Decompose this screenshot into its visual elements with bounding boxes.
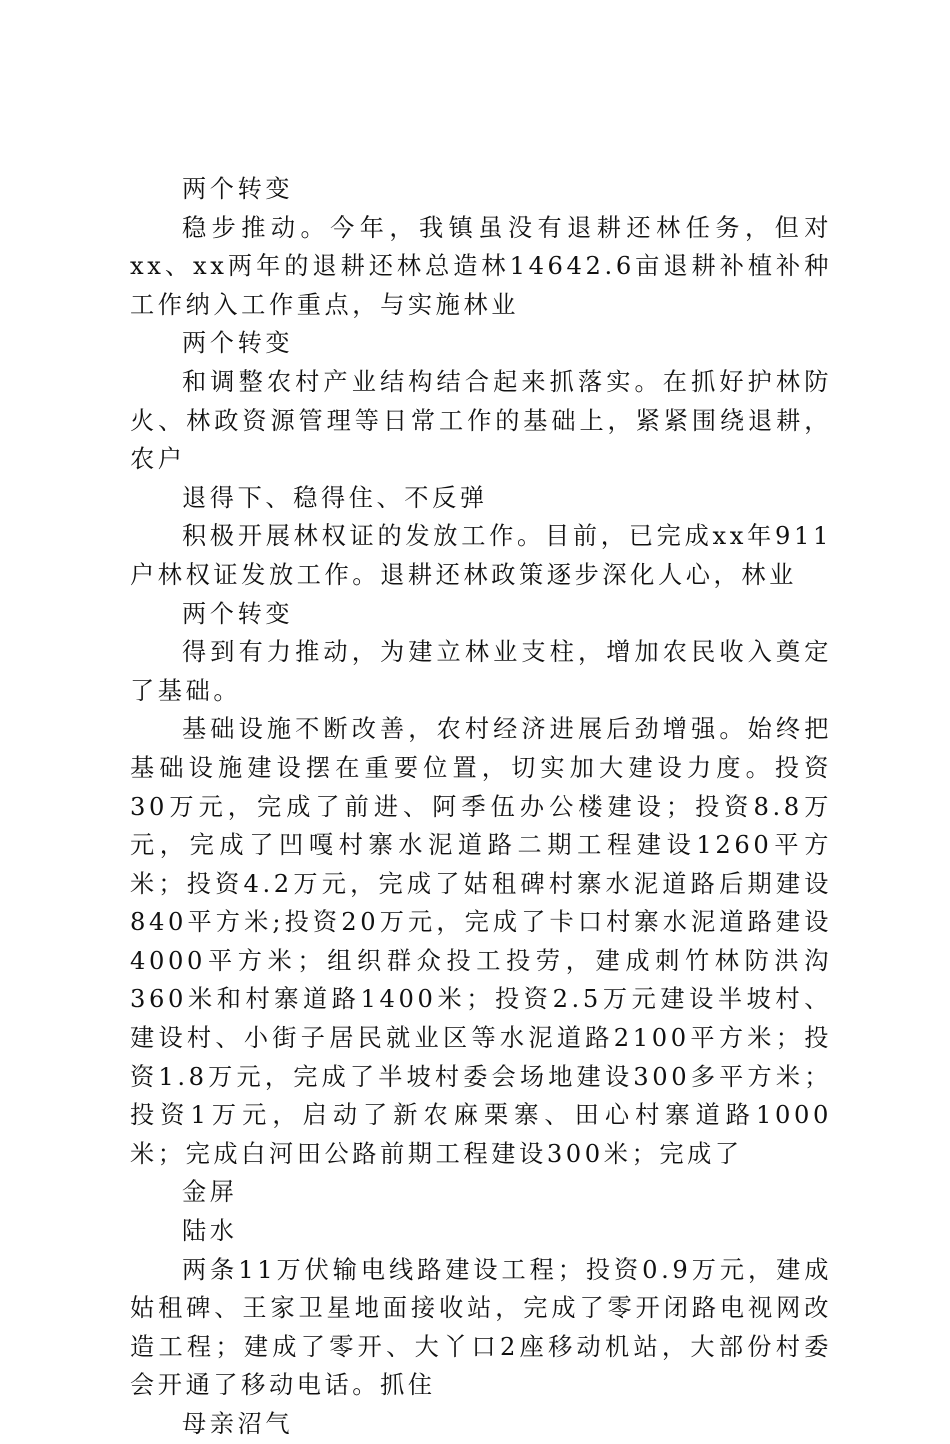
label-jinping: 金屏 — [182, 1178, 238, 1207]
heading-two-transformations: 两个转变 — [182, 175, 294, 203]
heading-two-transformations: 两个转变 — [182, 599, 294, 628]
phrase-no-rebound: 退得下、稳得住、不反弹 — [182, 483, 488, 512]
paragraph-forest-certificates: 积极开展林权证的发放工作。目前，已完成xx年911户林权证发放工作。退耕还林政策逐步深化人心，林业 — [130, 522, 832, 589]
document-body — [130, 170, 832, 1444]
paragraph-industry-adjustment: 和调整农村产业结构结合起来抓落实。在抓好护林防火、林政资源管理等日常工作的基础上，紧紧围绕退耕，农户 — [130, 367, 832, 474]
paragraph-reforestation-progress: 稳步推动。今年，我镇虽没有退耕还林任务，但对xx、xx两年的退耕还林总造林14642.6亩退耕补植补种工作纳入工作重点，与实施林业 — [130, 213, 832, 319]
paragraph-forestry-pillar: 得到有力推动，为建立林业支柱，增加农民收入奠定了基础。 — [130, 638, 832, 705]
paragraph-infrastructure: 基础设施不断改善，农村经济进展后劲增强。始终把基础设施建设摆在重要位置，切实加大建设力度。投资30万元，完成了前进、阿季伍办公楼建设；投资8.8万元，完成了凹嘎村寨水泥道路二期工程建设1260平方米；投资4.2万元，完成了姑租碑村寨水泥道路后期建设840平方米;投资20万元，完成了卡口村寨水泥道路建设4000平方米；组织群众投工投劳，建成刺竹林防洪沟360米和村寨道路1400米；投资2.5万元建设半坡村、建设村、小街子居民就业区等水泥道路2100平方米；投资1.8万元，完成了半坡村委会场地建设300多平方米；投资1万元，启动了新农麻栗寨、田心村寨道路1000米；完成白河田公路前期工程建设300米；完成了 — [130, 715, 832, 1168]
paragraph-power-lines: 两条11万伏输电线路建设工程；投资0.9万元，建成姑租碑、王家卫星地面接收站，完成了零开闭路电视网改造工程；建成了零开、大丫口2座移动机站，大部份村委会开通了移动电话。抓住 — [130, 1255, 832, 1400]
heading-two-transformations: 两个转变 — [182, 329, 294, 358]
label-mother-biogas: 母亲沼气 — [182, 1410, 294, 1438]
label-lushui: 陆水 — [182, 1217, 238, 1246]
